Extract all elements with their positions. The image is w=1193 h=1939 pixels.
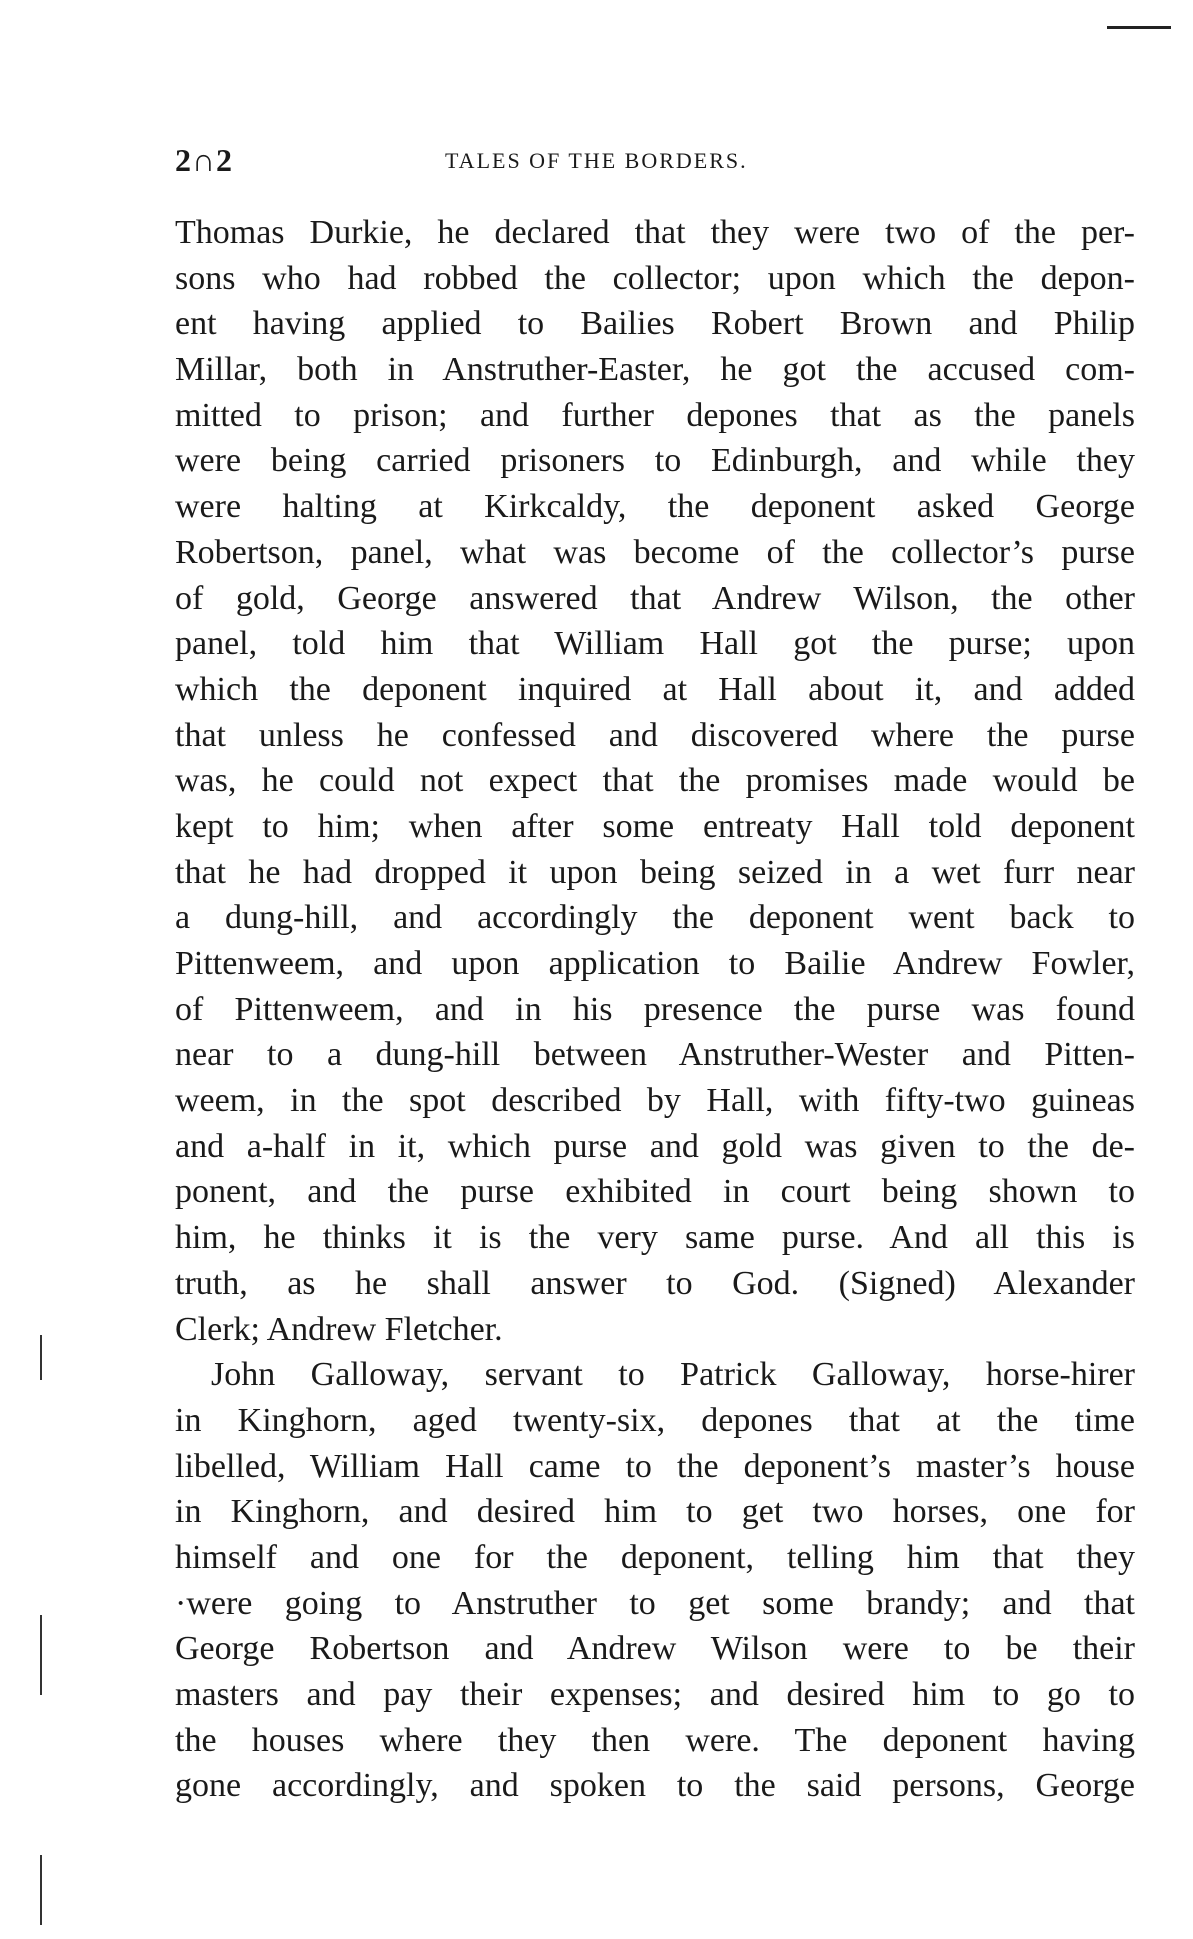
text-line: were halting at Kirkcaldy, the deponent asked George [175,488,1135,526]
running-head [175,142,1135,182]
text-line: a dung-hill, and accordingly the deponent went back to [175,899,1135,937]
text-line: weem, in the spot described by Hall, with fifty-two guineas [175,1082,1135,1120]
text-line: Clerk; Andrew Fletcher. [175,1310,503,1348]
text-line: mitted to prison; and further depones that as the panels [175,396,1135,434]
text-line: ent having applied to Bailies Robert Brown and Philip [175,305,1135,343]
text-line: was, he could not expect that the promises made would be [175,762,1135,800]
text-line: kept to him; when after some entreaty Hall told deponent [175,807,1135,845]
text-line: in Kinghorn, and desired him to get two horses, one for [175,1493,1135,1531]
body-text [175,210,1135,1809]
margin-mark [40,1335,42,1380]
text-line: the houses where they then were. The deponent having [175,1721,1135,1759]
text-line: which the deponent inquired at Hall about it, and added [175,670,1135,708]
text-line: and a-half in it, which purse and gold was given to the de- [175,1127,1135,1165]
margin-mark [40,1615,42,1695]
text-line: Thomas Durkie, he declared that they were two of the per- [175,214,1135,251]
text-line: George Robertson and Andrew Wilson were to be their [175,1630,1135,1668]
text-line: sons who had robbed the collector; upon which the depon- [175,259,1135,297]
text-line: in Kinghorn, aged twenty-six, depones that at the time [175,1401,1135,1439]
text-line: ponent, and the purse exhibited in court being shown to [175,1173,1135,1211]
margin-mark [40,1855,42,1925]
text-line: truth, as he shall answer to God. (Signed) Alexander [175,1264,1135,1302]
running-title: TALES OF THE BORDERS. [445,148,748,173]
text-line: himself and one for the deponent, telling him that they [175,1538,1135,1576]
text-line: of Pittenweem, and in his presence the purse was found [175,990,1135,1028]
text-line: that unless he confessed and discovered where the purse [175,716,1135,754]
text-line: near to a dung-hill between Anstruther-Wester and Pitten- [175,1036,1135,1074]
text-line: gone accordingly, and spoken to the said persons, George [175,1767,1135,1805]
text-line: that he had dropped it upon being seized in a wet furr near [175,853,1135,891]
text-line: ·were going to Anstruther to get some brandy; and that [175,1584,1135,1622]
text-line: of gold, George answered that Andrew Wilson, the other [175,579,1135,617]
text-line: John Galloway, servant to Patrick Galloway, horse-hirer [211,1356,1135,1394]
text-line: panel, told him that William Hall got the purse; upon [175,625,1135,663]
text-line: him, he thinks it is the very same purse. And all this is [175,1219,1135,1257]
text-line: libelled, William Hall came to the deponent’s master’s house [175,1447,1135,1485]
text-line: were being carried prisoners to Edinburgh, and while they [175,442,1135,480]
text-line: masters and pay their expenses; and desired him to go to [175,1676,1135,1713]
text-line: Robertson, panel, what was become of the collector’s purse [175,533,1135,571]
page-number: 2∩2 [175,142,233,178]
corner-rule [1107,26,1171,29]
text-line: Millar, both in Anstruther-Easter, he got the accused com- [175,351,1135,389]
text-line: Pittenweem, and upon application to Bailie Andrew Fowler, [175,945,1135,982]
